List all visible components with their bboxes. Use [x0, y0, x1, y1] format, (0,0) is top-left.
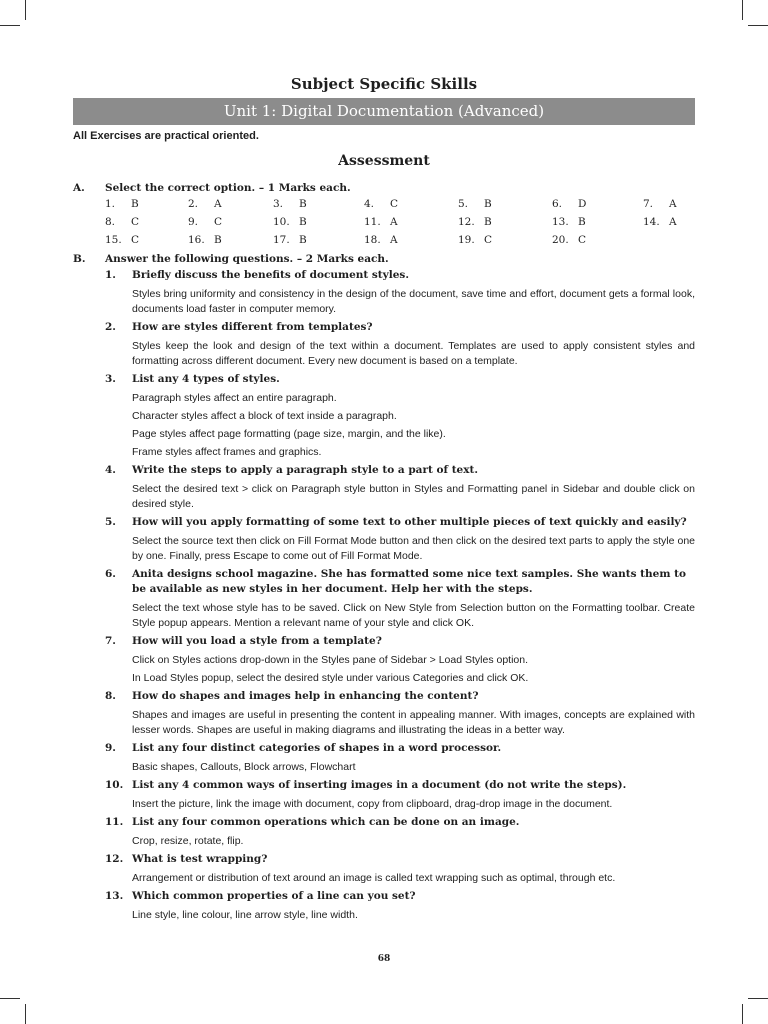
answer-option: B — [299, 216, 307, 228]
answer-number: 18. — [364, 234, 381, 246]
answer-text: Styles keep the look and design of the text within a document. Templates are used to apply consistent styles and formatting across different document. Every new document is based on a template. — [132, 340, 695, 367]
answer-number: 6. — [552, 198, 563, 210]
unit-banner: Unit 1: Digital Documentation (Advanced) — [73, 98, 695, 125]
question-number: 1. — [105, 269, 116, 281]
answer-item — [643, 216, 677, 228]
answer-block — [105, 871, 695, 886]
answer-number: 8. — [105, 216, 116, 228]
crop-mark — [742, 1004, 743, 1024]
answer-block — [105, 534, 695, 564]
answer-block — [105, 908, 695, 923]
answer-item — [458, 234, 492, 246]
answer-number: 7. — [643, 198, 654, 210]
question-text: List any 4 types of styles. — [132, 373, 280, 385]
question-number: 4. — [105, 464, 116, 476]
answer-item — [364, 216, 398, 228]
answer-block — [105, 834, 695, 849]
answer-number: 12. — [458, 216, 475, 228]
answer-option: B — [484, 198, 492, 210]
question-text: Anita designs school magazine. She has formatted some nice text samples. She wants them to be available as new styles in her document. Help her with the steps. — [132, 568, 686, 595]
question-list — [105, 268, 695, 926]
answer-item — [273, 234, 307, 246]
answer-option: A — [390, 234, 398, 246]
question — [105, 815, 695, 830]
assessment-heading: Assessment — [338, 153, 430, 169]
answer-item — [188, 198, 222, 210]
answer-text: Line style, line colour, line arrow style, line width. — [132, 909, 358, 921]
question-number: 9. — [105, 742, 116, 754]
question — [105, 268, 695, 283]
question-text: Which common properties of a line can you set? — [132, 890, 416, 902]
answer-item — [458, 216, 492, 228]
section-b-heading — [73, 253, 389, 265]
answer-block — [105, 797, 695, 812]
answer-option: B — [578, 216, 586, 228]
answer-number: 19. — [458, 234, 475, 246]
section-title: Select the correct option. – 1 Marks each. — [105, 182, 351, 194]
question-text: List any four distinct categories of shapes in a word processor. — [132, 742, 502, 754]
answer-number: 11. — [364, 216, 381, 228]
answer-block — [105, 339, 695, 369]
answer-number: 5. — [458, 198, 469, 210]
answer-text: Basic shapes, Callouts, Block arrows, Flowchart — [132, 761, 356, 773]
answer-text: Frame styles affect frames and graphics. — [132, 446, 322, 458]
question-text: How will you load a style from a template? — [132, 635, 382, 647]
answer-row — [105, 198, 705, 216]
answer-option: C — [214, 216, 223, 228]
question-text: How are styles different from templates? — [132, 321, 373, 333]
question-number: 7. — [105, 635, 116, 647]
answer-item — [105, 198, 139, 210]
question-number: 3. — [105, 373, 116, 385]
answer-text: Arrangement or distribution of text around an image is called text wrapping such as optimal, through etc. — [132, 872, 616, 884]
answer-item — [273, 198, 307, 210]
page-title: Subject Specific Skills — [290, 75, 478, 93]
question — [105, 372, 695, 387]
answer-option: A — [214, 198, 222, 210]
answer-number: 3. — [273, 198, 284, 210]
answer-number: 20. — [552, 234, 569, 246]
crop-mark — [25, 0, 26, 20]
question-number: 8. — [105, 690, 116, 702]
question-text: What is test wrapping? — [132, 853, 268, 865]
question — [105, 634, 695, 649]
crop-mark — [742, 0, 743, 20]
answer-item — [364, 198, 398, 210]
answer-number: 1. — [105, 198, 116, 210]
question-number: 2. — [105, 321, 116, 333]
question-text: Briefly discuss the benefits of document styles. — [132, 269, 409, 281]
answer-block — [105, 708, 695, 738]
question-number: 6. — [105, 568, 116, 580]
question — [105, 778, 695, 793]
answer-number: 15. — [105, 234, 122, 246]
answer-row — [105, 216, 705, 234]
question — [105, 889, 695, 904]
section-a-heading — [73, 182, 351, 194]
question-number: 13. — [105, 890, 124, 902]
answer-number: 16. — [188, 234, 205, 246]
answer-text: Shapes and images are useful in presenting the content in appealing manner. With images, concepts are explained with lesser words. Shapes are useful in making diagrams and illustrating the ideas in a better way. — [132, 709, 695, 736]
answer-option: D — [578, 198, 587, 210]
answer-number: 14. — [643, 216, 660, 228]
page-number: 68 — [377, 954, 391, 964]
answer-option: B — [299, 234, 307, 246]
section-letter: B. — [73, 253, 86, 265]
answer-item — [458, 198, 492, 210]
answer-item — [273, 216, 307, 228]
answer-item — [552, 234, 586, 246]
question-text: Write the steps to apply a paragraph style to a part of text. — [132, 464, 478, 476]
question — [105, 852, 695, 867]
answer-item — [552, 216, 586, 228]
question-text: How do shapes and images help in enhancing the content? — [132, 690, 479, 702]
section-letter: A. — [73, 182, 85, 194]
answer-item — [552, 198, 586, 210]
question — [105, 320, 695, 335]
answer-number: 4. — [364, 198, 375, 210]
answer-text: Paragraph styles affect an entire paragraph. — [132, 392, 337, 404]
answer-option: C — [131, 216, 140, 228]
answer-text: Insert the picture, link the image with document, copy from clipboard, drag-drop image in the document. — [132, 798, 613, 810]
answer-text: Styles bring uniformity and consistency in the design of the document, save time and effort, document gets a formal look, documents load faster in computer memory. — [132, 288, 695, 315]
answer-block — [105, 601, 695, 631]
answer-option: B — [131, 198, 139, 210]
answer-number: 9. — [188, 216, 199, 228]
question-text: List any 4 common ways of inserting images in a document (do not write the steps). — [132, 779, 627, 791]
answer-text: Page styles affect page formatting (page size, margin, and the like). — [132, 428, 446, 440]
answer-option: B — [214, 234, 222, 246]
question-text: How will you apply formatting of some text to other multiple pieces of text quickly and easily? — [132, 516, 687, 528]
answer-block — [105, 653, 695, 686]
answer-option: C — [390, 198, 399, 210]
answer-option: C — [578, 234, 587, 246]
section-title: Answer the following questions. – 2 Marks each. — [105, 253, 389, 265]
answer-number: 2. — [188, 198, 199, 210]
question-number: 11. — [105, 816, 124, 828]
answer-option: A — [669, 198, 677, 210]
answer-text: Click on Styles actions drop-down in the Styles pane of Sidebar > Load Styles option. — [132, 654, 529, 666]
answer-text: Select the source text then click on Fill Format Mode button and then click on the desired text parts to apply the style one by one. Finally, press Escape to come out of Fill Format Mode. — [132, 535, 695, 562]
answer-block — [105, 391, 695, 460]
answer-row — [105, 234, 705, 252]
question-number: 5. — [105, 516, 116, 528]
question — [105, 741, 695, 756]
question-number: 12. — [105, 853, 124, 865]
answer-item — [188, 234, 222, 246]
crop-mark — [748, 25, 768, 26]
answer-text: Select the text whose style has to be saved. Click on New Style from Selection button on the Formatting toolbar. Create Style popup appears. Mention a relevant name of your style and click OK. — [132, 602, 695, 629]
crop-mark — [0, 998, 20, 999]
crop-mark — [748, 998, 768, 999]
crop-mark — [25, 1004, 26, 1024]
answer-option: B — [299, 198, 307, 210]
answer-number: 17. — [273, 234, 290, 246]
answer-option: B — [484, 216, 492, 228]
intro-text: All Exercises are practical oriented. — [73, 130, 259, 142]
answer-text: Select the desired text > click on Paragraph style button in Styles and Formatting panel in Sidebar and double click on desired style. — [132, 483, 695, 510]
question — [105, 689, 695, 704]
answer-number: 10. — [273, 216, 290, 228]
answer-option: A — [390, 216, 398, 228]
question-text: List any four common operations which can be done on an image. — [132, 816, 520, 828]
question — [105, 463, 695, 478]
question — [105, 567, 695, 597]
answer-block — [105, 287, 695, 317]
answer-item — [188, 216, 222, 228]
answer-item — [643, 198, 677, 210]
answer-number: 13. — [552, 216, 569, 228]
answer-item — [105, 234, 139, 246]
answer-block — [105, 760, 695, 775]
question-number: 10. — [105, 779, 124, 791]
answer-item — [364, 234, 398, 246]
answer-option: C — [484, 234, 493, 246]
answer-grid — [105, 198, 705, 252]
answer-text: Crop, resize, rotate, flip. — [132, 835, 244, 847]
answer-option: A — [669, 216, 677, 228]
answer-option: C — [131, 234, 140, 246]
answer-block — [105, 482, 695, 512]
answer-item — [105, 216, 139, 228]
question — [105, 515, 695, 530]
crop-mark — [0, 25, 20, 26]
answer-text: Character styles affect a block of text inside a paragraph. — [132, 410, 397, 422]
answer-text: In Load Styles popup, select the desired style under various Categories and click OK. — [132, 672, 529, 684]
